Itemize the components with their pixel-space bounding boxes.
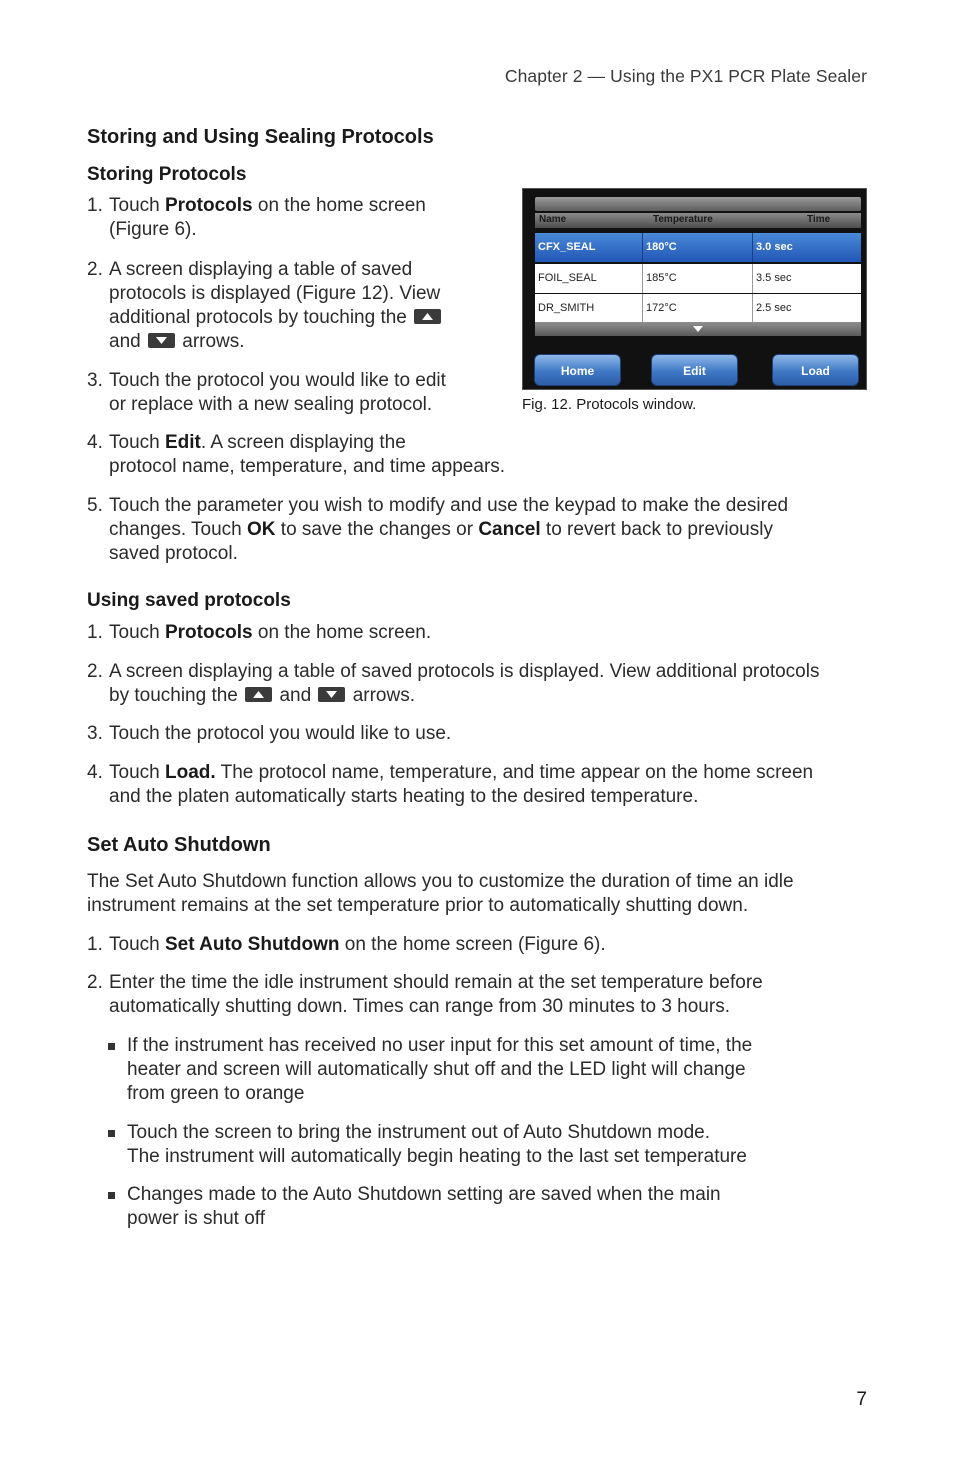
step-number: 2. (87, 259, 103, 280)
protocols-table-header (535, 213, 861, 228)
protocol-name-cell: DR_SMITH (535, 294, 643, 323)
page-number: 7 (856, 1389, 867, 1410)
protocols-window-screenshot (522, 188, 867, 390)
bullet-square-icon (108, 1192, 115, 1199)
step-text: and (109, 331, 141, 352)
step-keyword: Protocols (164, 622, 253, 643)
protocol-row-selected[interactable] (535, 233, 861, 262)
bullet-square-icon (108, 1043, 115, 1050)
step-text: arrows. (352, 685, 415, 706)
step-text: Touch the protocol you would like to use. (109, 723, 452, 744)
shutdown-step-2 (87, 971, 877, 1019)
using-step-1 (87, 621, 877, 645)
shutdown-bullet-3 (108, 1183, 848, 1231)
step-text: on the home screen (Figure 6). (339, 934, 606, 955)
step-keyword-cancel: Cancel (478, 519, 541, 540)
shutdown-bullet-2 (108, 1121, 848, 1169)
step-text: saved protocol. (109, 543, 238, 564)
shutdown-step-1 (87, 933, 877, 957)
step-text: additional protocols by touching the (109, 307, 407, 328)
bullet-text: The instrument will automatically begin heating to the last set temperature (127, 1146, 747, 1167)
home-button[interactable]: Home (534, 354, 621, 386)
step-text: A screen displaying a table of saved (109, 259, 413, 280)
step-text: Touch (109, 195, 165, 216)
step-text: arrows. (182, 331, 245, 352)
protocol-temp-cell: 185°C (643, 264, 753, 293)
step-number: 1. (87, 195, 103, 216)
step-text: and (279, 685, 312, 706)
storing-step-4 (87, 431, 587, 479)
step-number: 3. (87, 723, 103, 744)
step-keyword: Set Auto Shutdown (164, 934, 340, 955)
step-text: automatically shutting down. Times can range from 30 minutes to 3 hours. (109, 996, 730, 1017)
step-text: Enter the time the idle instrument should remain at the set temperature before (109, 972, 763, 993)
bullet-text: Changes made to the Auto Shutdown setting are saved when the main (127, 1184, 721, 1205)
bullet-text: Touch the screen to bring the instrument out of Auto Shutdown mode. (127, 1122, 711, 1143)
bullet-square-icon (108, 1130, 115, 1137)
step-text: Touch (109, 622, 165, 643)
protocol-temp-cell: 172°C (643, 294, 753, 323)
step-text: by touching the (109, 685, 238, 706)
down-arrow-icon (148, 333, 175, 348)
column-header-name: Name (539, 214, 567, 225)
subsection-title-storing: Storing Protocols (87, 164, 247, 185)
scroll-down-arrow-icon (693, 326, 703, 332)
step-number: 2. (87, 661, 103, 682)
column-header-temperature: Temperature (653, 214, 713, 225)
shutdown-bullet-1 (108, 1034, 848, 1106)
section-title-auto-shutdown: Set Auto Shutdown (87, 834, 271, 856)
step-number: 1. (87, 934, 103, 955)
step-text: Touch (109, 432, 165, 453)
protocol-time-cell: 3.0 sec (756, 241, 793, 253)
using-step-3 (87, 722, 877, 746)
intro-text: The Set Auto Shutdown function allows you to customize the duration of time an idle (87, 871, 794, 892)
scroll-down-bar[interactable] (535, 322, 861, 336)
protocol-row[interactable] (535, 294, 861, 323)
bullet-text: If the instrument has received no user input for this set amount of time, the (127, 1035, 753, 1056)
step-text: The protocol name, temperature, and time appear on the home screen (215, 762, 814, 783)
step-keyword-ok: OK (247, 519, 276, 540)
step-text: . A screen displaying the (200, 432, 406, 453)
step-keyword: Protocols (164, 195, 253, 216)
step-keyword: Load. (164, 762, 216, 783)
load-button[interactable]: Load (772, 354, 859, 386)
subsection-title-using: Using saved protocols (87, 590, 291, 611)
up-arrow-icon (414, 309, 441, 324)
storing-step-3 (87, 369, 507, 417)
step-text: to revert back to previously (540, 519, 773, 540)
using-step-2 (87, 660, 877, 708)
step-text: Touch the protocol you would like to edit (109, 370, 446, 391)
using-step-4 (87, 761, 877, 809)
step-text: protocol name, temperature, and time appears. (109, 456, 506, 477)
auto-shutdown-intro (87, 870, 877, 918)
protocol-time-cell: 2.5 sec (756, 302, 792, 314)
chapter-header: Chapter 2 — Using the PX1 PCR Plate Sealer (504, 66, 867, 86)
step-text: protocols is displayed (Figure 12). View (109, 283, 441, 304)
step-text: A screen displaying a table of saved protocols is displayed. View additional protocols (109, 661, 820, 682)
step-number: 3. (87, 370, 103, 391)
step-text: Touch (109, 762, 165, 783)
step-text: Touch (109, 934, 165, 955)
step-number: 1. (87, 622, 103, 643)
protocol-temp-cell: 180°C (643, 233, 753, 262)
protocol-row[interactable] (535, 264, 861, 293)
column-header-time: Time (807, 214, 831, 225)
protocol-name-cell: CFX_SEAL (535, 233, 643, 262)
intro-text: instrument remains at the set temperature prior to automatically shutting down. (87, 895, 749, 916)
step-number: 5. (87, 495, 103, 516)
step-text: (Figure 6). (109, 219, 197, 240)
bullet-text: power is shut off (127, 1208, 266, 1229)
device-title-bar (535, 197, 861, 211)
edit-button[interactable]: Edit (651, 354, 738, 386)
storing-step-5 (87, 494, 877, 566)
step-number: 4. (87, 762, 103, 783)
step-text: and the platen automatically starts heating to the desired temperature. (109, 786, 699, 807)
bullet-text: heater and screen will automatically shut off and the LED light will change (127, 1059, 746, 1080)
section-title-storing-using: Storing and Using Sealing Protocols (87, 126, 434, 148)
step-number: 4. (87, 432, 103, 453)
down-arrow-icon (318, 687, 345, 702)
step-text: changes. Touch (109, 519, 248, 540)
step-text: to save the changes or (275, 519, 479, 540)
step-text: Touch the parameter you wish to modify and use the keypad to make the desired (109, 495, 789, 516)
figure-caption: Fig. 12. Protocols window. (522, 396, 697, 413)
protocol-time-cell: 3.5 sec (756, 272, 792, 284)
step-number: 2. (87, 972, 103, 993)
step-text: on the home screen (252, 195, 426, 216)
bullet-text: from green to orange (127, 1083, 305, 1104)
storing-step-2 (87, 258, 507, 354)
step-text: or replace with a new sealing protocol. (109, 394, 433, 415)
up-arrow-icon (245, 687, 272, 702)
step-keyword: Edit (164, 432, 201, 453)
storing-step-1 (87, 194, 507, 242)
step-text: on the home screen. (252, 622, 432, 643)
protocol-name-cell: FOIL_SEAL (535, 264, 643, 293)
